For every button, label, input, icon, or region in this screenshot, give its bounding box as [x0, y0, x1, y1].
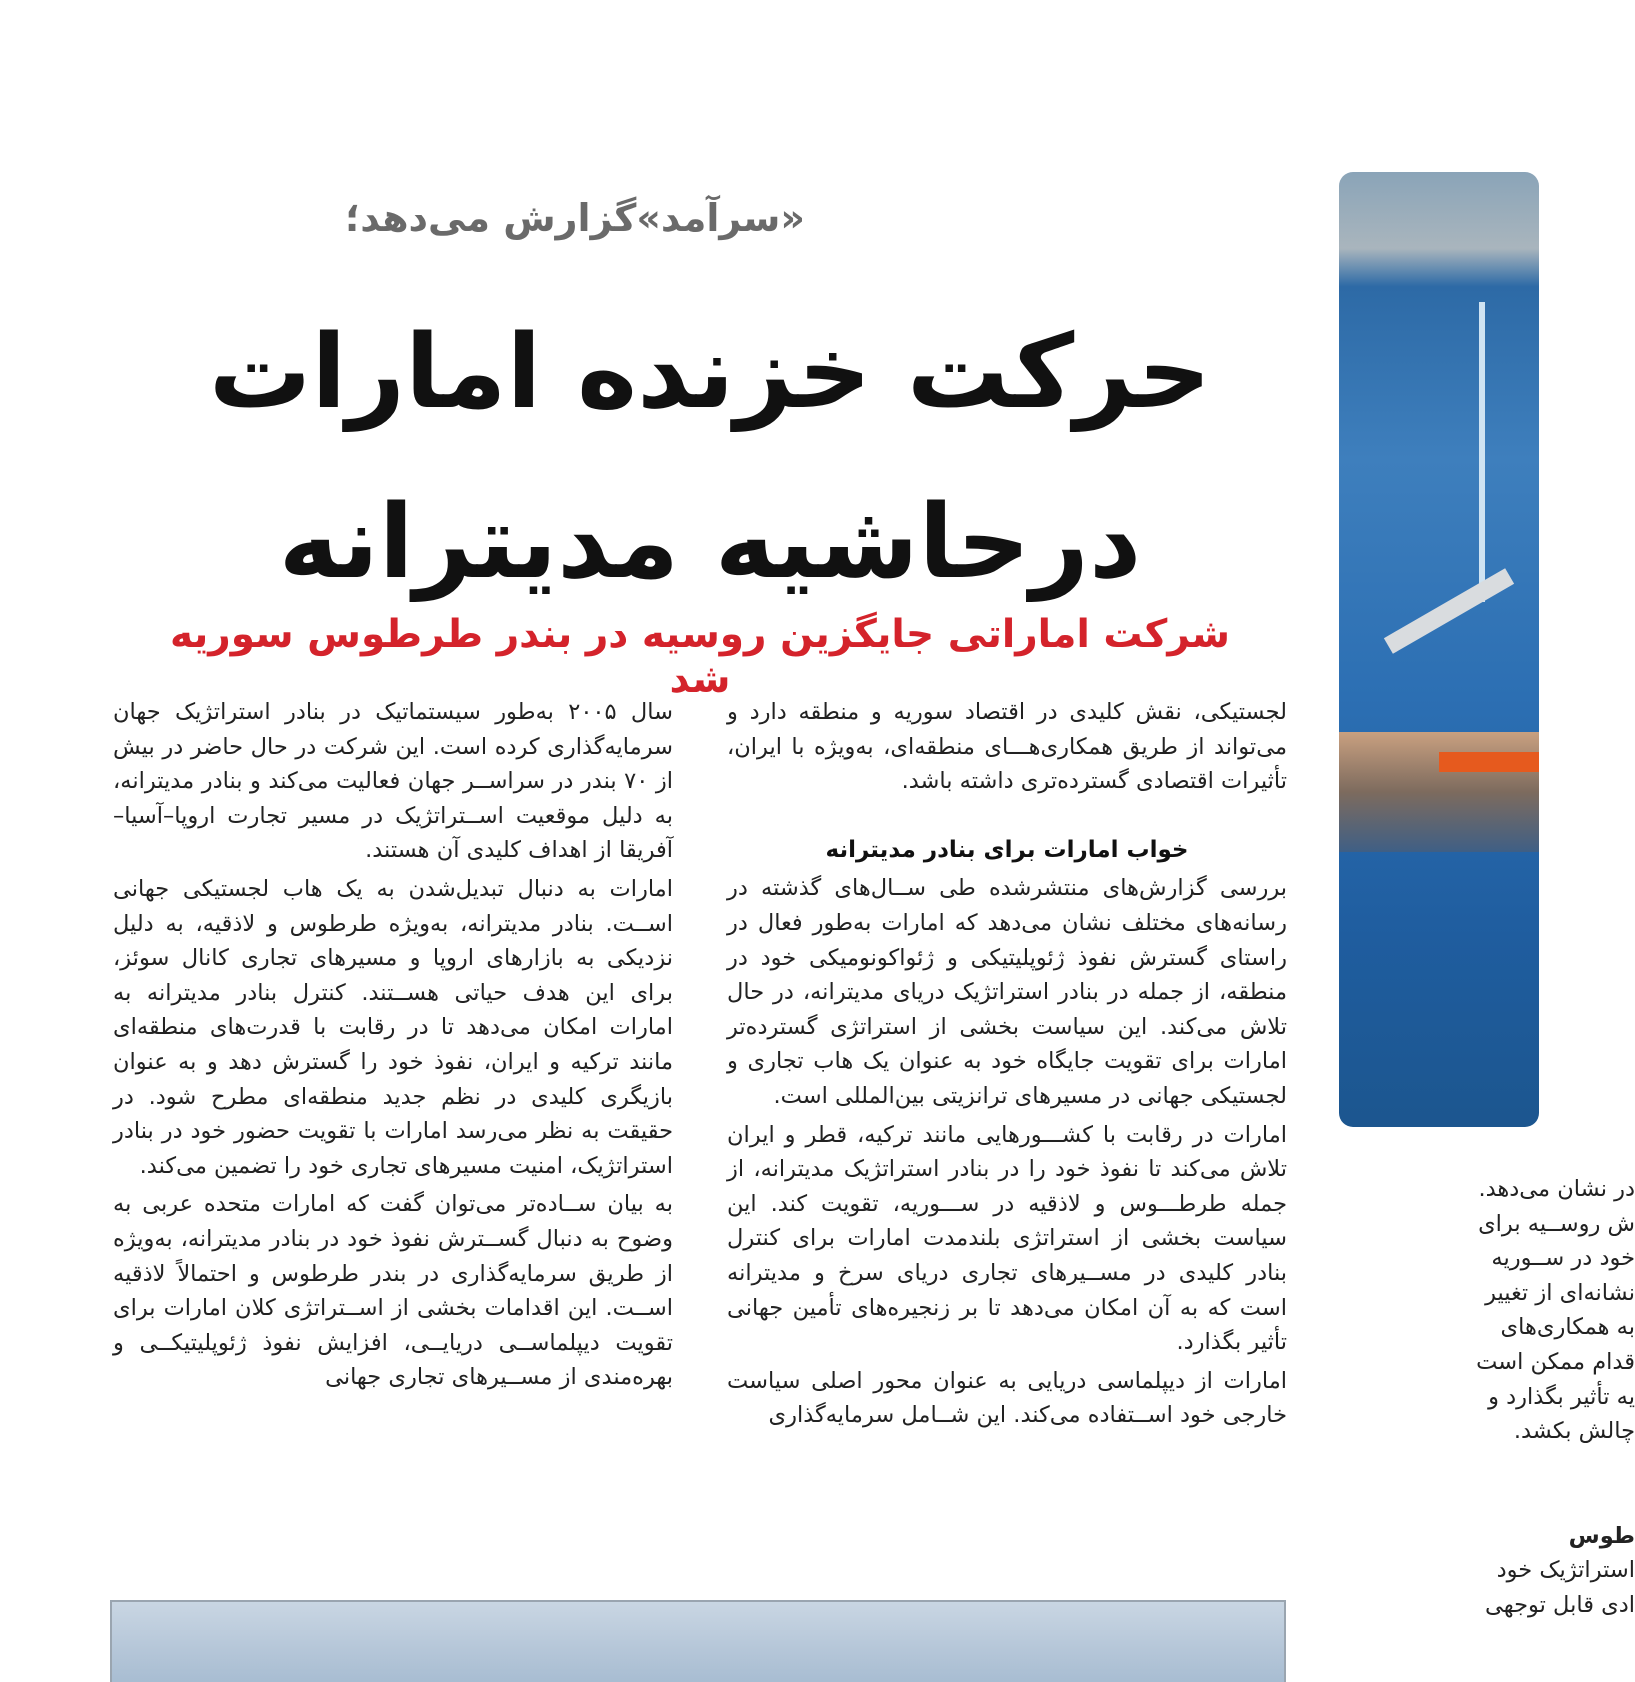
kicker: «سرآمد»گزارش می‌دهد؛ — [345, 196, 805, 240]
paragraph: به بیان ســاده‌تر می‌توان گفت که امارات متحده عربی به وضوح به دنبال گســترش نفوذ خود در بنادر مدیترانه، به‌ویژه از طریق سرمایه‌گذاری در بندر طرطوس و احتمالاً لاذقیه اســت. این اقدامات بخشی از اســتراتژی کلان امارات برای تقویت دیپلماســی دریایــی، افزایش نفوذ ژئوپلیتیکــی و بهره‌مندی از مســیرهای تجاری جهانی — [113, 1191, 673, 1391]
text-line: استراتژیک خود — [1496, 1557, 1635, 1584]
paragraph: امارات در رقابت با کشـــورهایی مانند ترکیه، قطر و ایران تلاش می‌کند تا نفوذ خود را در بنادر استراتژیک مدیترانه، از جمله طرطـــوس و لاذقیه در ســـوریه، تقویت کند. این سیاست بخشی از استراتژی بلندمدت امارات برای کنترل بنادر کلیدی در مســیرهای تجاری دریای سرخ و مدیترانه است که به آن امکان می‌دهد تا بر زنجیره‌های تأمین جهانی تأثیر بگذارد. — [727, 1121, 1287, 1356]
subheadline: شرکت اماراتی جایگزین روسیه در بندر طرطوس سوریه شد — [170, 612, 1230, 702]
headline-line-1: حرکت خزنده امارات — [208, 313, 1212, 432]
photo-dock — [1339, 732, 1539, 852]
text-line: در نشان می‌دهد. — [1478, 1176, 1635, 1202]
text-line: یه تأثیر بگذارد و — [1488, 1383, 1635, 1410]
section-heading: خواب امارات برای بنادر مدیترانه — [825, 836, 1189, 863]
text-line: نشانه‌ای از تغییر — [1485, 1279, 1635, 1306]
headline-line-2: درحاشیه مدیترانه — [278, 483, 1142, 602]
article-column-far-right — [1335, 1172, 1635, 1667]
text-line: چالش بکشد. — [1513, 1418, 1635, 1445]
photo-dock-structure — [1439, 752, 1539, 772]
text-line: ادی قابل توجهی — [1484, 1591, 1635, 1618]
port-photo — [1339, 172, 1539, 1127]
paragraph: سال ۲۰۰۵ به‌طور سیستماتیک در بنادر استراتژیک جهان سرمایه‌گذاری کرده است. این شرکت در حال حاضر در بیش از ۷۰ بندر در سراســر جهان فعالیت می‌کند و بنادر مدیترانه، به دلیل موقعیت اســتراتژیک در مسیر تجارت اروپا–آسیا–آفریقا از اهداف کلیدی آن هستند. — [113, 699, 673, 864]
paragraph: لجستیکی، نقش کلیدی در اقتصاد سوریه و منطقه دارد و می‌تواند از طریق همکاری‌هـــای منطقه‌ای، به‌ویژه با ایران، تأثیرات اقتصادی گسترده‌تری داشته باشد. — [727, 699, 1287, 795]
text-line: قدام ممکن است — [1476, 1348, 1635, 1375]
photo-crane — [1479, 302, 1485, 602]
paragraph: امارات به دنبال تبدیل‌شدن به یک هاب لجستیکی جهانی اســت. بنادر مدیترانه، به‌ویژه طرطوس و لاذقیه، به دلیل نزدیکی به بازارهای اروپا و مسیرهای تجاری کانال سوئز، برای این هدف حیاتی هســتند. کنترل بنادر مدیترانه به امارات امکان می‌دهد تا در رقابت با قدرت‌های منطقه‌ای مانند ترکیه و ایران، نفوذ خود را گسترش دهد و به عنوان بازیگری کلیدی در نظم جدید منطقه‌ای مطرح شود. در حقیقت به نظر می‌رسد امارات با تقویت حضور خود در بنادر استراتژیک، امنیت مسیرهای تجاری خود را تضمین می‌کند. — [113, 875, 673, 1179]
article-column-middle — [727, 695, 1287, 1555]
photo-pier — [1384, 568, 1514, 654]
section-heading: طوس — [1568, 1522, 1635, 1549]
text-line: خود در ســوریه — [1491, 1245, 1635, 1272]
paragraph: بررسی گزارش‌های منتشرشده طی ســال‌های گذشته در رسانه‌های مختلف نشان می‌دهد که امارات به‌طور فعال در راستای گسترش نفوذ ژئوپلیتیکی و ژئواکونومیکی خود در منطقه، از جمله در بنادر استراتژیک دریای مدیترانه، در حال تلاش می‌کند. این سیاست بخشی از استراتژی گسترده‌تر امارات برای تقویت جایگاه خود به عنوان یک هاب تجاری و لجستیکی جهانی در مسیرهای ترانزیتی بین‌المللی است. — [727, 875, 1287, 1109]
headline — [170, 288, 1250, 628]
bottom-photo — [110, 1600, 1286, 1682]
text-line: به همکاری‌های — [1500, 1314, 1635, 1341]
text-line: ش روســیه برای — [1478, 1210, 1635, 1237]
paragraph: امارات از دیپلماسی دریایی به عنوان محور اصلی سیاست خارجی خود اســتفاده می‌کند. این شــامل سرمایه‌گذاری — [727, 1367, 1287, 1429]
article-column-left — [113, 695, 673, 1555]
